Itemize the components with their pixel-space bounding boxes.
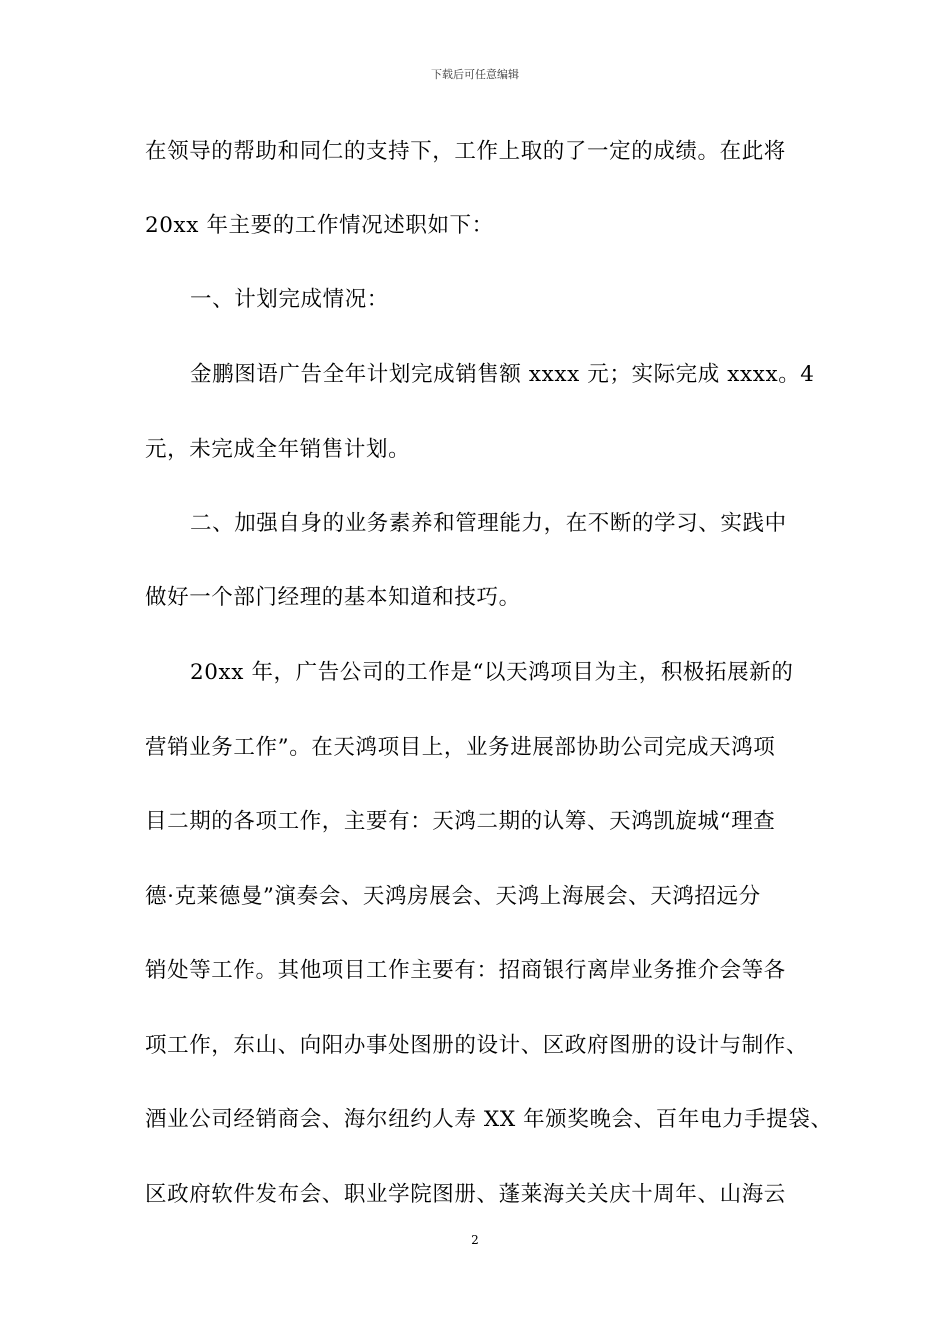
page-number: 2	[471, 1233, 479, 1247]
paragraph-line: 20xx 年主要的工作情况述职如下：	[145, 213, 494, 238]
paragraph-line: 金鹏图语广告全年计划完成销售额 xxxx 元；实际完成 xxxx。4	[190, 362, 815, 387]
paragraph-line: 酒业公司经销商会、海尔纽约人寿 XX 年颁奖晚会、百年电力手提袋、	[145, 1107, 833, 1132]
paragraph-line: 元，未完成全年销售计划。	[145, 437, 411, 462]
section-heading: 一、计划完成情况：	[190, 287, 389, 312]
section-heading: 二、加强自身的业务素养和管理能力，在不断的学习、实践中	[190, 511, 787, 536]
paragraph-line: 营销业务工作”。在天鸿项目上，业务进展部协助公司完成天鸿项	[145, 735, 776, 760]
page-header: 下载后可任意编辑	[431, 68, 519, 81]
paragraph-line: 做好一个部门经理的基本知道和技巧。	[145, 585, 521, 610]
paragraph-line: 在领导的帮助和同仁的支持下，工作上取的了一定的成绩。在此将	[145, 139, 786, 164]
paragraph-line: 区政府软件发布会、职业学院图册、蓬莱海关关庆十周年、山海云	[145, 1182, 786, 1207]
paragraph-line: 德·克莱德曼”演奏会、天鸿房展会、天鸿上海展会、天鸿招远分	[145, 884, 761, 909]
paragraph-line: 20xx 年，广告公司的工作是“以天鸿项目为主，积极拓展新的	[190, 660, 794, 685]
paragraph-line: 销处等工作。其他项目工作主要有：招商银行离岸业务推介会等各	[145, 958, 786, 983]
paragraph-line: 项工作，东山、向阳办事处图册的设计、区政府图册的设计与制作、	[145, 1033, 809, 1058]
paragraph-line: 目二期的各项工作，主要有：天鸿二期的认筹、天鸿凯旋城“理查	[145, 809, 776, 834]
